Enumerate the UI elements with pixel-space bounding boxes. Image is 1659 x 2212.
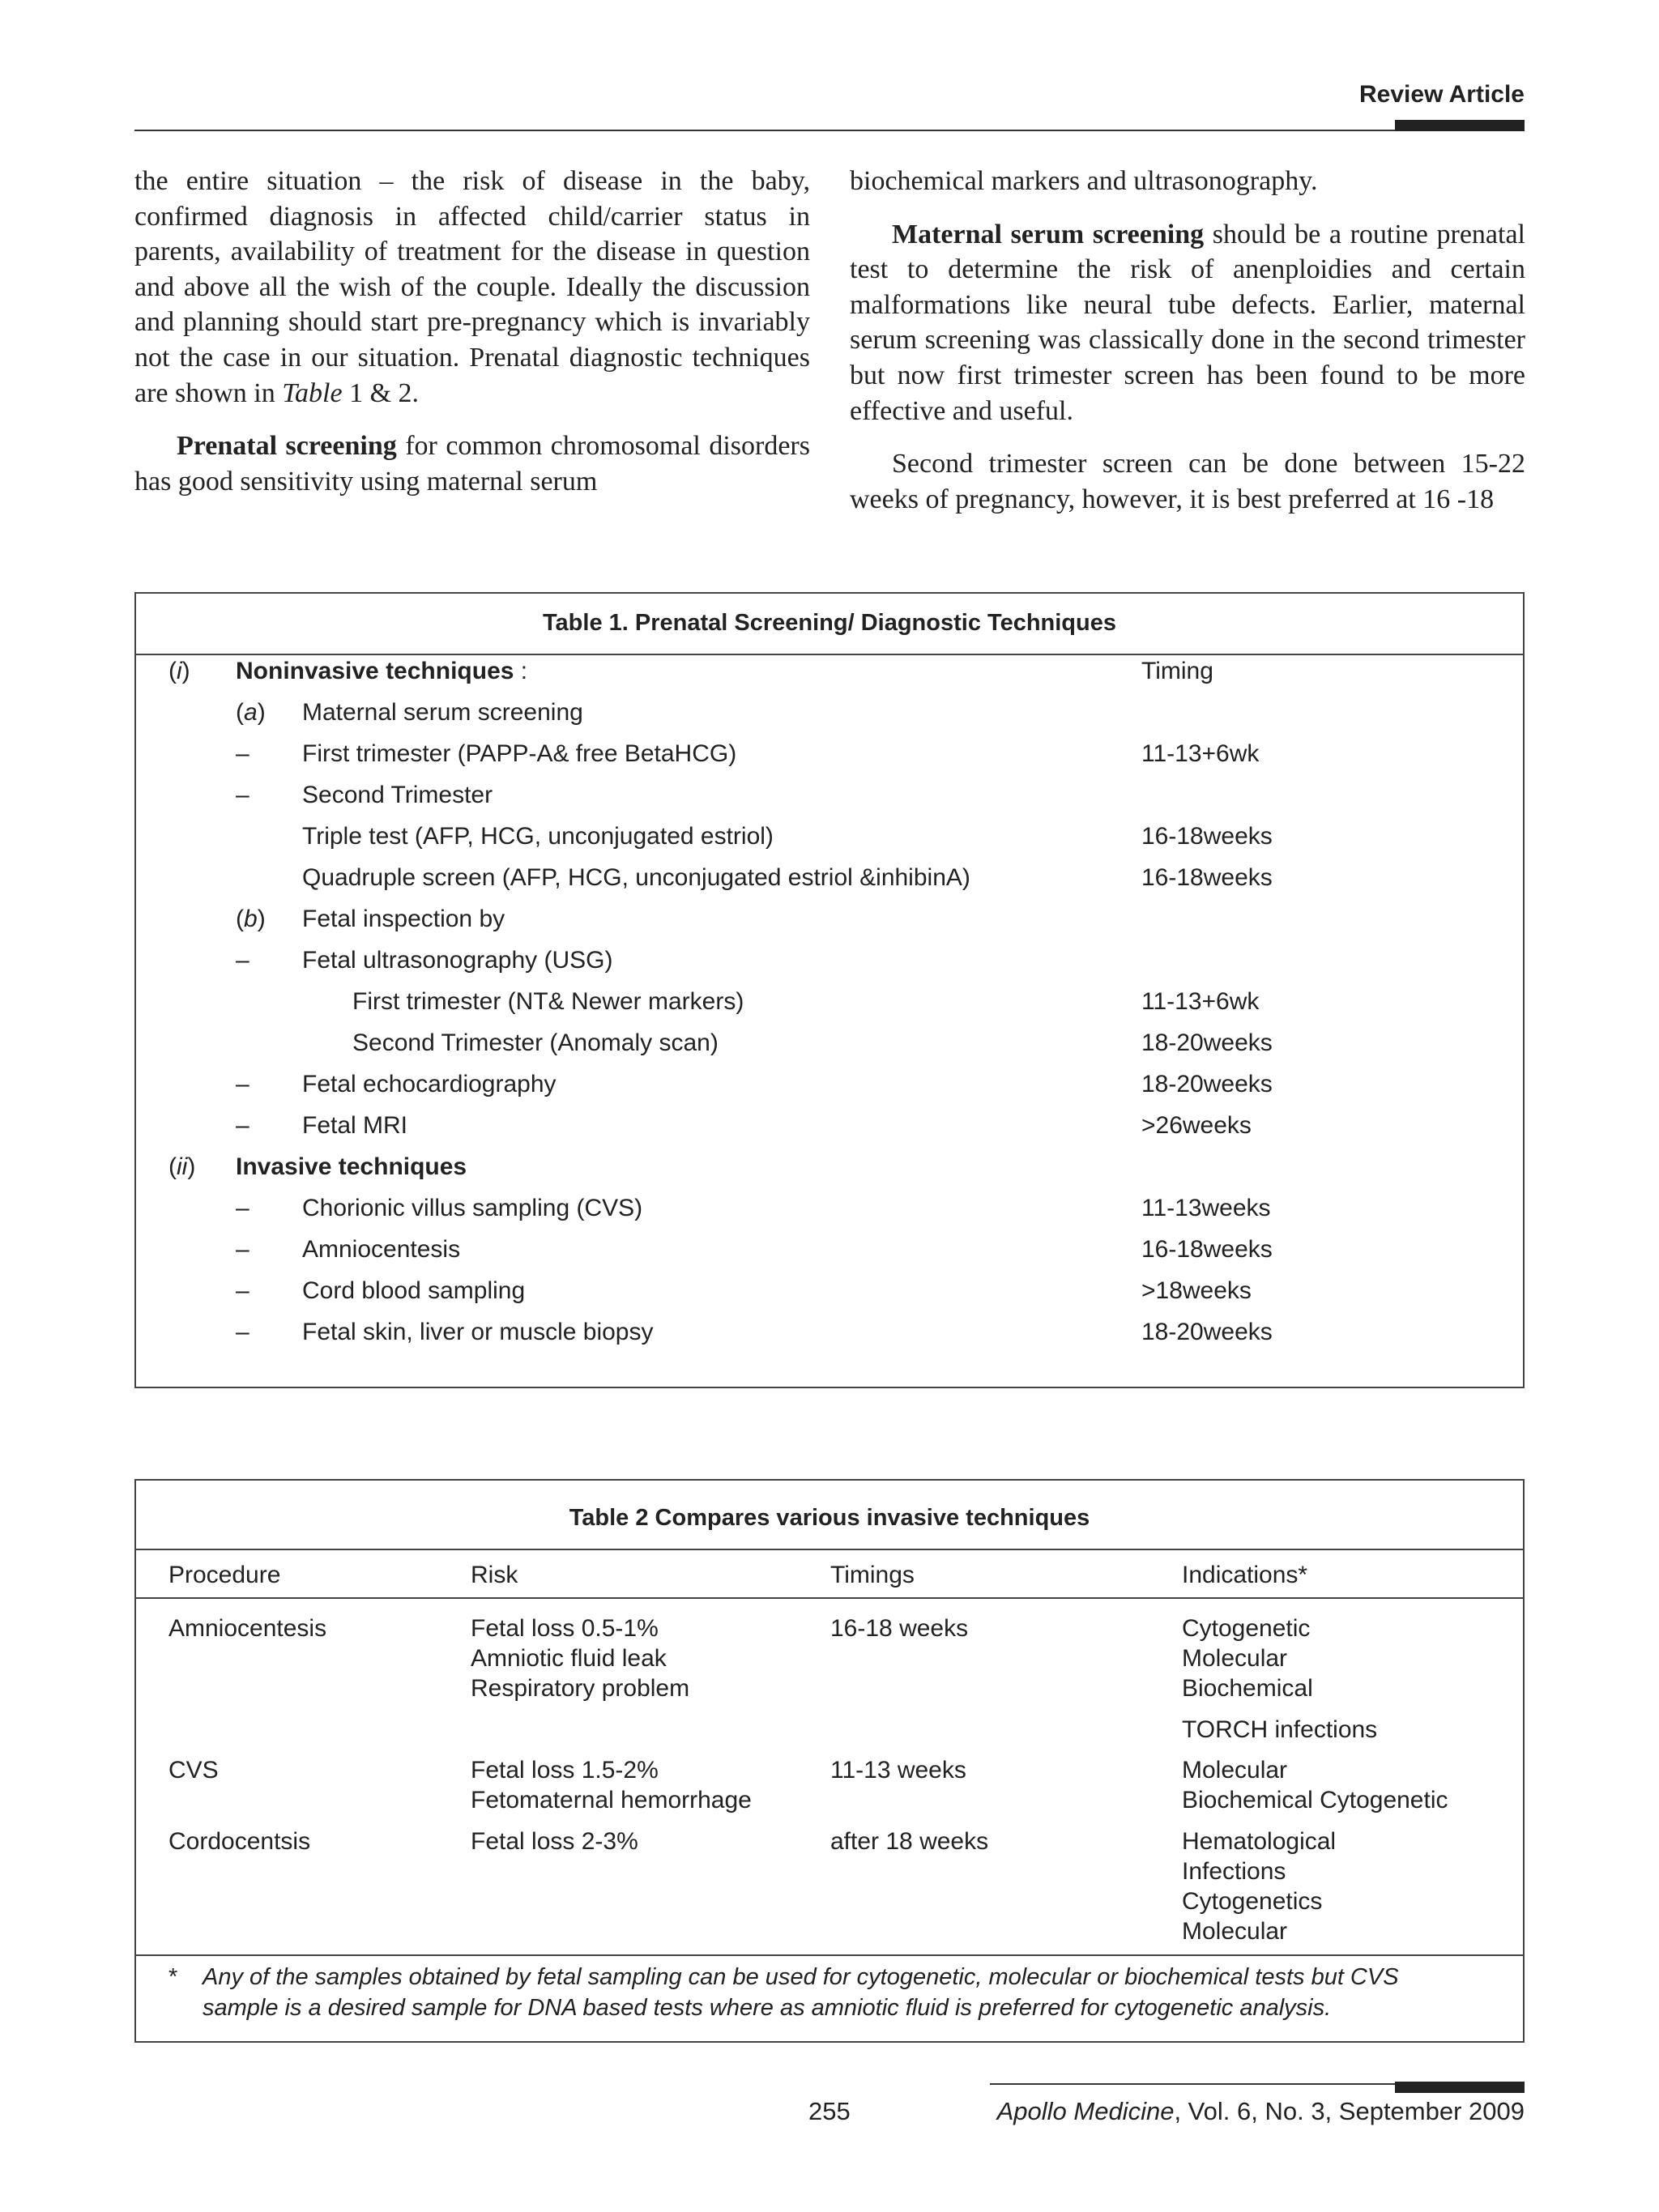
row-label-wrap: [302, 899, 505, 940]
risk-cell-line: Fetal loss 2-3%: [471, 1828, 638, 1855]
row-label-wrap: [236, 651, 527, 692]
row-label-wrap: [302, 734, 736, 774]
row-bullet: (b): [236, 906, 266, 932]
row-label-wrap: [236, 1147, 467, 1187]
journal-issue: , Vol. 6, No. 3, September 2009: [1174, 2097, 1525, 2125]
row-timing: 18-20weeks: [1141, 1071, 1273, 1097]
row-label: Second Trimester: [302, 782, 493, 808]
table-2-header-rule: [136, 1597, 1523, 1599]
row-bullet: –: [236, 740, 249, 767]
paragraph-text: for common chromosomal disorders has good sensitivity using maternal serum: [134, 431, 810, 497]
indication-cell-line: Molecular: [1182, 1918, 1288, 1945]
bold-term: Prenatal screening: [177, 431, 397, 462]
row-timing: 11-13+6wk: [1141, 988, 1260, 1015]
paragraph-text: should be a routine prenatal test to determine the risk of anenploidies and certain malformations like neural tube defects. Earlier, maternal serum screening was classically done in the second trimester but now first trimester screen has been found to be more effective and useful.: [850, 219, 1526, 426]
row-label-wrap: [302, 1188, 642, 1229]
row-marker: (i): [168, 658, 190, 684]
table-1-row: [136, 775, 1523, 816]
table-2-title-rule: [136, 1549, 1523, 1550]
row-timing: 16-18weeks: [1141, 864, 1273, 891]
table-1-row: [136, 858, 1523, 898]
row-bullet: –: [236, 1236, 249, 1263]
row-label: Fetal MRI: [302, 1112, 408, 1139]
row-timing: >18weeks: [1141, 1277, 1252, 1304]
row-bullet: –: [236, 1319, 249, 1345]
right-column: [850, 164, 1525, 517]
row-label: Fetal echocardiography: [302, 1071, 557, 1097]
indication-cell-line: Biochemical Cytogenetic: [1182, 1787, 1448, 1813]
row-label-wrap: [302, 1106, 407, 1146]
row-label: Cord blood sampling: [302, 1277, 526, 1304]
row-label-suffix: :: [514, 658, 528, 684]
footnote-mark: *: [168, 1964, 178, 1990]
table-2: [134, 1479, 1525, 2043]
procedure-cell: CVS: [168, 1757, 219, 1784]
bold-term: Maternal serum screening: [892, 219, 1205, 249]
row-timing: 18-20weeks: [1141, 1029, 1273, 1056]
row-bullet: –: [236, 1195, 249, 1221]
row-timing: 11-13+6wk: [1141, 740, 1260, 767]
row-label-wrap: [302, 858, 970, 898]
row-label: Second Trimester (Anomaly scan): [352, 1029, 719, 1056]
column-header-risk: Risk: [471, 1562, 518, 1588]
row-label-wrap: [352, 982, 744, 1022]
timing-cell: 11-13 weeks: [830, 1757, 966, 1784]
row-timing: 18-20weeks: [1141, 1319, 1273, 1345]
row-label-wrap: [302, 940, 613, 981]
footer-accent-bar: [1395, 2082, 1525, 2093]
table-1-row: [136, 899, 1523, 940]
procedure-cell: Amniocentesis: [168, 1615, 327, 1642]
row-bullet: –: [236, 1112, 249, 1139]
row-label: Maternal serum screening: [302, 699, 583, 726]
table-2-footnote: [168, 1962, 1474, 2023]
row-bullet: –: [236, 1277, 249, 1304]
paragraph-text: the entire situation – the risk of disease in the baby, confirmed diagnosis in affected child/carrier status in parents, availability of treatment for the disease in question and above all the wish of the couple. Ideally the discussion and planning should start pre-pregnancy which is invariably not the case in our situation. Prenatal diagnostic techniques are shown in: [134, 166, 810, 408]
row-label: Noninvasive techniques: [236, 658, 514, 684]
row-timing: 16-18weeks: [1141, 823, 1273, 850]
paragraph: [134, 164, 810, 411]
row-label: Chorionic villus sampling (CVS): [302, 1195, 643, 1221]
procedure-cell: Cordocentsis: [168, 1828, 311, 1855]
table-1-row: [136, 651, 1523, 692]
row-label-wrap: [302, 1271, 525, 1311]
table-1-row: [136, 734, 1523, 774]
indication-cell-line: Molecular: [1182, 1757, 1288, 1784]
indication-cell-line: Molecular: [1182, 1645, 1288, 1672]
row-bullet: –: [236, 1071, 249, 1097]
row-label: First trimester (PAPP-A& free BetaHCG): [302, 740, 737, 767]
indication-cell-line: Cytogenetics: [1182, 1888, 1323, 1915]
indication-cell-line: TORCH infections: [1182, 1716, 1378, 1743]
header-rule: [134, 130, 1525, 131]
row-label-wrap: [302, 693, 583, 733]
section-label: Review Article: [1359, 81, 1525, 108]
timing-cell: 16-18 weeks: [830, 1615, 969, 1642]
table-1-row: [136, 1230, 1523, 1270]
indication-cell-line: Cytogenetic: [1182, 1615, 1311, 1642]
row-label-wrap: [352, 1023, 719, 1063]
table-1-row: [136, 1271, 1523, 1311]
journal-citation: [997, 2097, 1525, 2126]
row-label: Invasive techniques: [236, 1153, 467, 1180]
row-timing: >26weeks: [1141, 1112, 1252, 1139]
row-bullet: –: [236, 947, 249, 974]
table-1-row: [136, 1312, 1523, 1353]
table-1-row: [136, 816, 1523, 857]
paragraph-text: 1 & 2.: [342, 377, 420, 408]
paragraph: Second trimester screen can be done between 15-22 weeks of pregnancy, however, it is best preferred at 16 -18: [850, 449, 1525, 514]
table-1-row: [136, 693, 1523, 733]
table-1: [134, 592, 1525, 1388]
row-timing: Timing: [1141, 658, 1213, 684]
indication-cell-line: Infections: [1182, 1858, 1286, 1885]
row-label: First trimester (NT& Newer markers): [352, 988, 744, 1015]
table-2-title: Table 2 Compares various invasive techniques: [569, 1505, 1090, 1531]
table-1-row: [136, 1188, 1523, 1229]
risk-cell-line: Fetal loss 0.5-1%: [471, 1615, 659, 1642]
journal-name: Apollo Medicine: [996, 2097, 1175, 2125]
table-2-footnote-rule: [136, 1954, 1523, 1956]
row-label: Fetal inspection by: [302, 906, 505, 932]
table-1-row: [136, 1064, 1523, 1105]
row-timing: 16-18weeks: [1141, 1236, 1273, 1263]
row-label: Quadruple screen (AFP, HCG, unconjugated estriol &inhibinA): [302, 864, 970, 891]
table-1-row: [136, 982, 1523, 1022]
row-label-wrap: [302, 816, 774, 857]
row-label: Amniocentesis: [302, 1236, 461, 1263]
row-label-wrap: [302, 1064, 557, 1105]
table-1-title: Table 1. Prenatal Screening/ Diagnostic Techniques: [542, 610, 1116, 636]
row-label: Fetal skin, liver or muscle biopsy: [302, 1319, 654, 1345]
row-timing: 11-13weeks: [1141, 1195, 1271, 1221]
paragraph: [134, 428, 810, 499]
row-bullet: –: [236, 782, 249, 808]
page-number: 255: [808, 2097, 851, 2125]
risk-cell-line: Amniotic fluid leak: [471, 1645, 667, 1672]
table-reference: Table: [282, 377, 343, 408]
table-1-row: [136, 1106, 1523, 1146]
column-header-procedure: Procedure: [168, 1562, 281, 1588]
indication-cell-line: Biochemical: [1182, 1675, 1313, 1702]
left-column: [134, 164, 810, 499]
timing-cell: after 18 weeks: [830, 1828, 989, 1855]
row-label: Triple test (AFP, HCG, unconjugated estriol): [302, 823, 774, 850]
row-label: Fetal ultrasonography (USG): [302, 947, 613, 974]
risk-cell-line: Fetomaternal hemorrhage: [471, 1787, 752, 1813]
header-accent-bar: [1395, 120, 1525, 131]
risk-cell-line: Respiratory problem: [471, 1675, 690, 1702]
paragraph: [850, 217, 1525, 429]
indication-cell-line: Hematological: [1182, 1828, 1337, 1855]
row-label-wrap: [302, 775, 493, 816]
row-label-wrap: [302, 1230, 460, 1270]
footnote-text: Any of the samples obtained by fetal sampling can be used for cytogenetic, molecular or biochemical tests but CVS sample is a desired sample for DNA based tests where as amniotic fluid is preferred for cytogenetic analysis.: [203, 1964, 1399, 2021]
paragraph: biochemical markers and ultrasonography.: [850, 166, 1318, 196]
row-marker: (ii): [168, 1153, 196, 1180]
risk-cell-line: Fetal loss 1.5-2%: [471, 1757, 659, 1784]
table-1-row: [136, 1147, 1523, 1187]
table-1-row: [136, 940, 1523, 981]
row-label-wrap: [302, 1312, 653, 1353]
table-1-row: [136, 1023, 1523, 1063]
column-header-timings: Timings: [830, 1562, 915, 1588]
row-bullet: (a): [236, 699, 266, 726]
column-header-indications: Indications*: [1182, 1562, 1308, 1588]
